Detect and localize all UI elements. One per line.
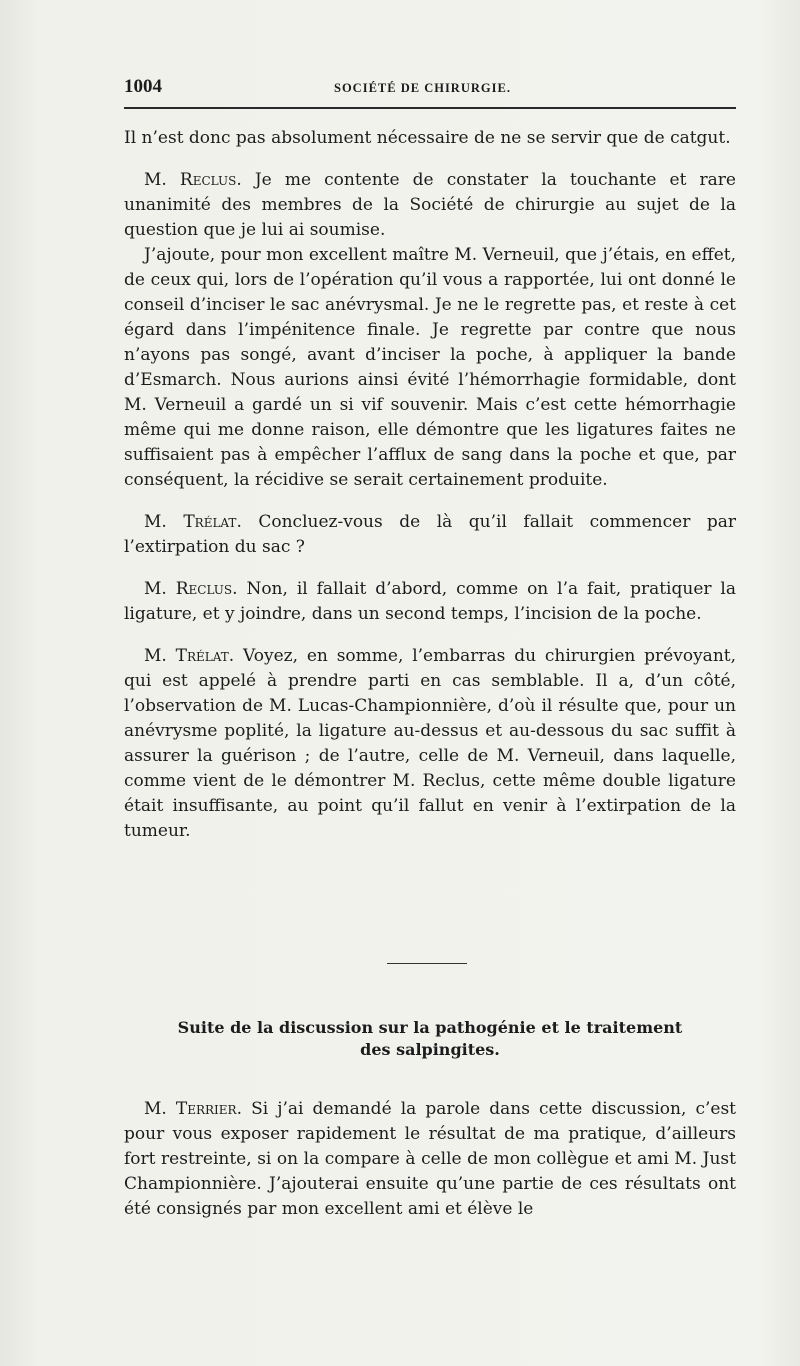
- section-title: [124, 1017, 736, 1061]
- section-separator: [387, 963, 467, 964]
- paragraph-text: Il n’est donc pas absolument nécessaire de ne se servir que de catgut.: [124, 128, 731, 148]
- main-text: [124, 126, 736, 844]
- paragraph-text: J’ajoute, pour mon excellent maître M. Verneuil, que j’étais, en effet, de ceux qui, lors de l’opération qu’il vous a rapportée, lui ont donné le conseil d’inciser le sac anévrysmal. Je ne le regrette pas, et reste à cet égard dans l’impénitence finale. Je regrette par contre que nous n’ayons pas songé, avant d’inciser la poche, à appliquer la bande d’Esmarch. Nous aurions ainsi évité l’hémorrhagie formidable, dont M. Verneuil a gardé un si vif souvenir. Mais c’est cette hémorrhagie même qui me donne raison, elle démontre que les ligatures faites ne suffisaient pas à empêcher l’afflux de sang dans la poche et que, par conséquent, la récidive se serait certainement produite.: [124, 245, 736, 490]
- paragraph-text: Je me contente de constater la touchante et rare unanimité des membres de la Société de chirurgie au sujet de la question que je lui ai soumise.: [124, 170, 736, 240]
- paragraph: [124, 1097, 736, 1222]
- paragraph-text: Concluez-vous de là qu’il fallait commencer par l’extirpation du sac ?: [124, 512, 736, 557]
- speaker-name: M. Reclus.: [144, 579, 238, 599]
- paragraph: [124, 644, 736, 844]
- running-title: SOCIÉTÉ DE CHIRURGIE.: [334, 81, 511, 95]
- speaker-name: M. Terrier.: [144, 1099, 242, 1119]
- paragraph-text: Voyez, en somme, l’embarras du chirurgien prévoyant, qui est appelé à prendre parti en cas semblable. Il a, d’un côté, l’observation de M. Lucas-Championnière, d’où il résulte que, pour un anévrysme poplité, la ligature au-dessus et au-dessous du sac suffit à assurer la guérison ; de l’autre, celle de M. Verneuil, dans laquelle, comme vient de le démontrer M. Reclus, cette même double ligature était insuffisante, au point qu’il fallut en venir à l’extirpation de la tumeur.: [124, 646, 737, 841]
- speaker-name: M. Trélat.: [144, 512, 242, 532]
- paragraph: [124, 126, 736, 151]
- paragraph: [124, 243, 736, 493]
- page-number: 1004: [124, 76, 162, 97]
- paragraph: [124, 510, 736, 560]
- page-header: [124, 76, 736, 100]
- paragraph: [124, 168, 736, 243]
- section-text: [124, 1097, 736, 1222]
- paragraph-text: Si j’ai demandé la parole dans cette discussion, c’est pour vous exposer rapidement le résultat de ma pratique, d’ailleurs fort restreinte, si on la compare à celle de mon collègue et ami M. Just Championnière. J’ajouterai ensuite qu’une partie de ces résultats ont été consignés par mon excellent ami et élève le: [124, 1099, 737, 1219]
- section-title-line: Suite de la discussion sur la pathogénie et le traitement: [177, 1018, 683, 1037]
- speaker-name: M. Reclus.: [144, 170, 242, 190]
- section-title-line: des salpingites.: [360, 1040, 500, 1059]
- paragraph: [124, 577, 736, 627]
- speaker-name: M. Trélat.: [144, 646, 235, 666]
- paragraph-text: Non, il fallait d’abord, comme on l’a fait, pratiquer la ligature, et y joindre, dans un second temps, l’incision de la poche.: [124, 579, 736, 624]
- header-rule: [124, 107, 736, 109]
